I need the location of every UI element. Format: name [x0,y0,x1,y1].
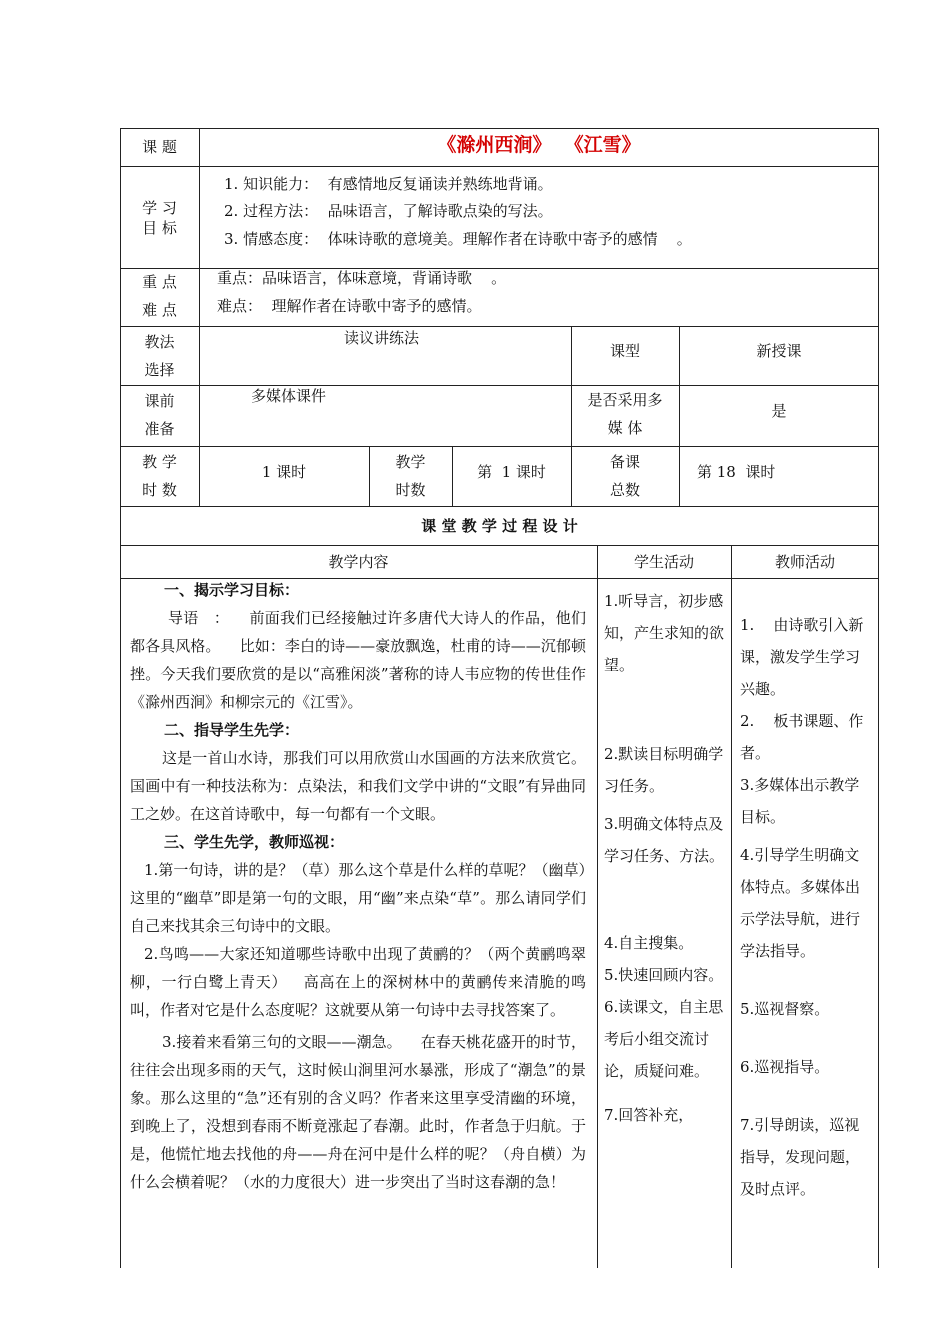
hours-label: 教 学 时 数 [142,453,177,499]
objective-item: 3. 情感态度： 体味诗歌的意境美。理解作者在诗歌中寄予的感情 。 [224,230,692,248]
key-points-label: 重 点 难 点 [142,273,177,319]
process-heading: 课 堂 教 学 过 程 设 计 [421,517,578,535]
section-heading: 二、指导学生先学： [164,721,300,739]
row-divider [120,506,879,507]
content-paragraph: 2.鸟鸣——大家还知道哪些诗歌中出现了黄鹂的？（两个黄鹂鸣翠柳，一行白鹭上青天） 高高在上的深树林中的黄鹂传来清脆的鸣叫，作者对它是什么态度呢？这就要从第一句诗中去寻找答案了。 [130,945,586,1019]
content-paragraph: 这是一首山水诗，那我们可以用欣赏山水国画的方法来欣赏它。国画中有一种技法称为：点染法，和我们文学中讲的“文眼”有异曲同工之妙。在这首诗歌中，每一句都有一个文眼。 [130,749,586,823]
col-divider [199,128,200,506]
teaching-content [130,576,586,1196]
teacher-activity: 6.巡视指导。 [740,1058,830,1076]
teacher-activity: 1. 由诗歌引入新课，激发学生学习兴趣。 [740,616,864,698]
row-divider [120,166,879,167]
prep-value: 多媒体课件 [251,387,327,405]
teacher-activities [740,609,872,1205]
total-hours-value: 第 18 课时 [697,463,776,481]
student-activity: 2.默读目标明确学习任务。 [604,745,724,795]
teacher-activity: 5.巡视督察。 [740,1000,830,1018]
content-paragraph: 1.第一句诗，讲的是？（草）那么这个草是什么样的草呢？（幽草）这里的“幽草”即是第一句的文眼，用“幽”来点染“草”。那么请同学们自己来找其余三句诗中的文眼。 [130,861,586,935]
topic-label: 课 题 [142,138,177,156]
row-divider [120,545,879,546]
section-heading: 三、学生先学，教师巡视： [164,833,345,851]
media-value: 是 [771,402,787,420]
lesson-type-value: 新授课 [756,342,802,360]
content-paragraph: 导语 ： 前面我们已经接触过许多唐代大诗人的作品，他们都各具风格。 比如：李白的诗——豪放飘逸，杜甫的诗——沉郁顿挫。今天我们要欣赏的是以“高雅闲淡”著称的诗人韦应物的传世佳作《滁州西涧》和柳宗元的《江雪》。 [130,609,586,711]
student-activities [604,585,724,1131]
col-header-teacher: 教师活动 [774,553,835,571]
total-hours-label: 备课 总数 [609,453,640,499]
hours-value: 1 课时 [261,463,307,481]
teacher-activity: 4.引导学生明确文体特点。多媒体出示学法导航，进行学法指导。 [740,846,861,960]
method-label: 教法 选择 [144,333,175,379]
col-header-student: 学生活动 [633,553,694,571]
objectives-label: 学 习 目 标 [142,199,177,237]
col-header-content: 教学内容 [328,553,389,571]
teacher-activity: 3.多媒体出示教学目标。 [740,776,860,826]
section-heading: 一、揭示学习目标： [164,581,300,599]
lesson-type-label: 课型 [609,342,640,360]
row-divider [120,326,879,327]
student-activity: 3.明确文体特点及学习任务、方法。 [604,815,725,865]
col-divider [597,545,598,1268]
teacher-activity: 7.引导朗读，巡视指导，发现问题，及时点评。 [740,1116,861,1198]
method-value: 读议讲练法 [344,329,420,347]
student-activity: 6.读课文，自主思考后小组交流讨论，质疑问难。 [604,998,724,1080]
teach-hours-value: 第 1 课时 [477,463,546,481]
student-activity: 1.听导言，初步感知，产生求知的欲望。 [604,592,725,674]
prep-label: 课前 准备 [144,392,175,438]
student-activity: 7.回答补充， [604,1106,694,1124]
lesson-title: 《滁州西涧》 《江雪》 [437,134,641,156]
key-point-item: 重点：品味语言，体味意境，背诵诗歌 。 [217,269,507,287]
media-label: 是否采用多 媒 体 [587,391,663,437]
row-divider [120,446,879,447]
student-activity: 5.快速回顾内容。 [604,966,724,984]
objective-item: 1. 知识能力： 有感情地反复诵读并熟练地背诵。 [224,175,553,193]
content-paragraph: 3.接着来看第三句的文眼——潮急。 在春天桃花盛开的时节，往往会出现多雨的天气，这时候山涧里河水暴涨，形成了“潮急”的景象。那么这里的“急”还有别的含义吗？作者来这里享受清幽的环境，到晚上了，没想到春雨不断竟涨起了春潮。此时，作者急于归航。于是，他慌忙地去找他的舟——舟在河中是什么样的呢？（舟自横）为什么会横着呢？（水的力度很大）进一步突出了当时这春潮的急！ [130,1033,586,1191]
teach-hours-label: 教学 时数 [395,453,426,499]
objective-item: 2. 过程方法： 品味语言，了解诗歌点染的写法。 [224,202,553,220]
student-activity: 4.自主搜集。 [604,934,694,952]
row-divider [120,385,879,386]
key-point-item: 难点： 理解作者在诗歌中寄予的感情。 [217,297,482,315]
teacher-activity: 2. 板书课题、作者。 [740,712,864,762]
col-divider [731,545,732,1268]
